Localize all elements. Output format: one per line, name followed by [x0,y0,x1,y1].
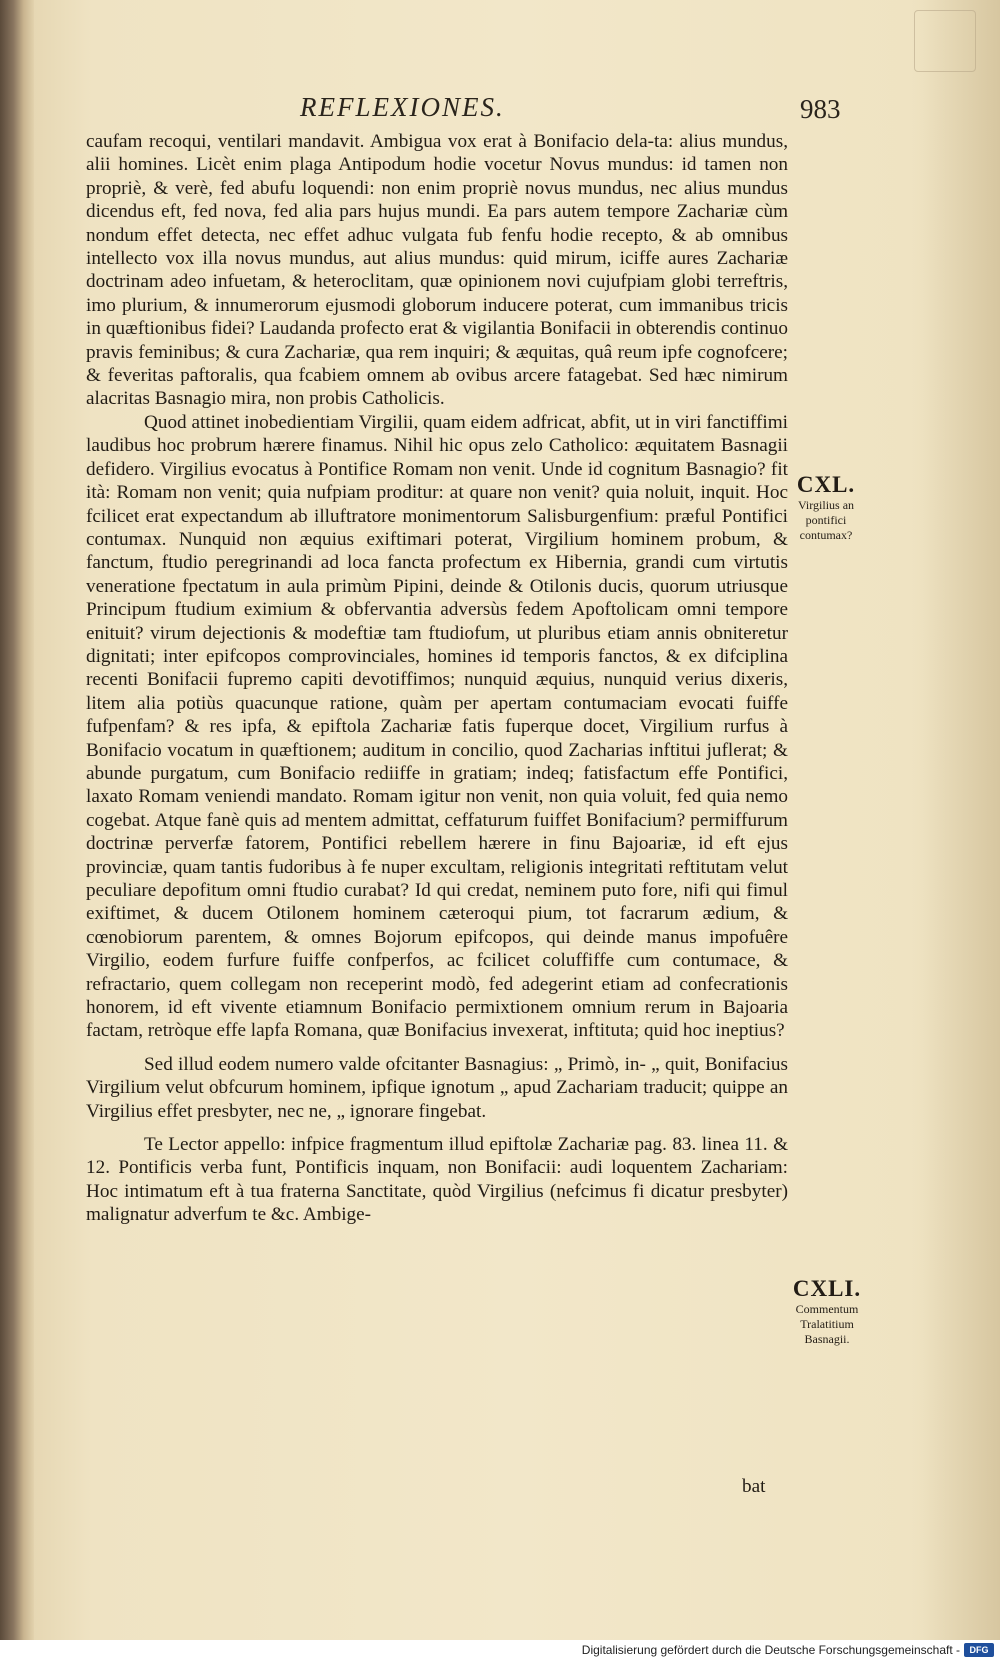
paragraph-3: Sed illud eodem numero valde ofcitanter Basnagius: „ Primò, in- „ quit, Bonifacius Virgilium velut obfcurum hominem, ipfique ignotum „ apud Zachariam traducit; quippe an Virgilius effet presbyter, nec ne, „ ignorare fingebat. [86,1053,788,1122]
page-shadow [910,0,1000,1640]
margin-note-cxl [784,472,868,543]
dfg-logo: DFG [964,1643,994,1657]
corner-tab-mark [914,10,976,72]
paragraph-1: caufam recoqui, ventilari mandavit. Ambigua vox erat à Bonifacio dela-ta: alius mundus, alii homines. Licèt enim plaga Antipodum hodie vocetur Novus mundus: id tamen non propriè, & verè, fed abufu loquendi: non enim propriè novus mundus, nec alius mundus dicendus eft, fed nova, fed alia pars hujus mundi. Ea pars autem tempore Zachariæ cùm nondum effet detecta, nec effet adhuc vulgata fub fenfu hodie recepto, & ab omnibus intellecto vox illa novus mundus, aut alius mundus: quid mirum, iciffe aures Zachariæ doctrinam adeo infuetam, & heteroclitam, quæ opinionem novi cujufpiam globi terreftris, imo plurium, & innumerorum ejusmodi globorum inducere poterat, cum immanibus tricis in quæftionibus fidei? Laudanda profecto erat & vigilantia Bonifacii in obterendis continuo pravis feminibus; & cura Zachariæ, qua rem inquiri; & æquitas, quâ reum ipfe cognofcere; & feveritas paftoralis, qua fcabiem omnem ab ovibus arcere fatagebat. Sed hæc nimirum alacritas Basnagio mira, non probis Catholicis. [86,131,788,410]
running-head: REFLEXIONES. [300,92,505,122]
margin-note-text: Commentum Tralatitium Basnagii. [795,1302,859,1346]
margin-note-cxli [784,1276,870,1347]
footer-credit: Digitalisierung gefördert durch die Deutsche Forschungsgemeinschaft - [581,1643,960,1657]
page-header [300,92,950,132]
catchword: bat [742,1476,766,1497]
paragraph-2: Quod attinet inobedientiam Virgilii, quam eidem adfricat, abfit, ut in viri fanctiffimi laudibus hoc probrum hærere finamus. Nihil hic opus zelo Catholico: æquitatem Basnagii defidero. Virgilius evocatus à Pontifice Romam non venit. Unde id cognitum Basnagio? fit ità: Romam non venit; quia nufpiam proditur: at quare non venit? quia noluit, inquit. Hoc fcilicet erat expectandum ab illuftratore monimentorum Salisburgenfium: præful Pontifici contumax. Nunquid non æquius exiftimari poterat, Virgilium hominem probum, & fanctum, ftudio peregrinandi ad loca fancta profectum ex Hibernia, grandi cum virtutis veneratione fpectatum in aula primùm Pipini, deinde & Otilonis ducis, quorum utriusque Principum ftudium eximium & obfervantia adversùs fedem Apoftolicam omni tempore enituit? virum dejectionis & modeftiæ tam ftudiofum, ut pluribus etiam annis obniteretur dignitati; inter epifcopos comprovinciales, homines id temporis fanctos, & ex difciplina recenti Bonifacii fupremo capiti devotiffimos; nunquid æquius, nunquid verius dixeris, litem alia potiùs quacunque ratione, quàm per apertam contumaciam evocati fuiffe fufpenfam? & res ipfa, & epiftola Zachariæ fatis fuperque docet, Virgilium rurfus à Bonifacio vocatum in quæftionem; auditum in concilio, quod Zacharias inftitui juflerat; & abunde purgatum, cum Bonifacio rediiffe in gratiam; indeq; fatisfactum effe Pontifici, laxato Romam veniendi mandato. Romam igitur non venit, non quia voluit, fed quia nemo cogebat. Atque fanè quis ad mentem admittat, ceffaturum fuiffet Bonifacium? permiffurum doctrinæ perverfæ fatorem, Pontifici rebellem hærere in finu Bajoariæ, id eft ejus provinciæ, quam tantis fudoribus à fe nuper excultam, religionis integritati reftitutam velut peculiare depofitum omni ftudio curabat? Id qui credat, neminem puto fore, nifi qui fimul exiftimet, & ducem Otilonem hominem cæteroqui pium, tot facrarum ædium, & cœnobiorum parentem, & omnes Bojorum epifcopos, qui deinde manus impofuêre Virgilio, eodem furfure fuiffe confperfos, ac fcilicet coluffiffe cum contumace, & refractario, quem collegam non receperint modò, fed adegerint etiam ad confecrationis honorem, id eft vivente etiamnum Bonifacio permixtionem omnium rerum in Bajoaria factam, retròque effe lapfa Romana, quæ Bonifacius invexerat, inftituta; quid hoc ineptius? [86,411,788,1042]
margin-note-text: Virgilius an pontifici contumax? [797,498,855,542]
digitization-footer [0,1640,1000,1662]
book-spine-edge [0,0,34,1640]
margin-note-number: CXL. [796,472,856,497]
body-text [86,130,788,1227]
page-number: 983 [800,94,841,124]
paragraph-4: Te Lector appello: infpice fragmentum illud epiftolæ Zachariæ pag. 83. linea 11. & 12. Pontificis verba funt, Pontificis inquam, non Bonifacii: audi loquentem Zachariam: Hoc intimatum eft à tua fraterna Sanctitate, quòd Virgilius (nefcimus fi dicatur presbyter) malignatur adverfum te &c. Ambige- [86,1134,788,1226]
margin-note-number: CXLI. [792,1276,862,1301]
